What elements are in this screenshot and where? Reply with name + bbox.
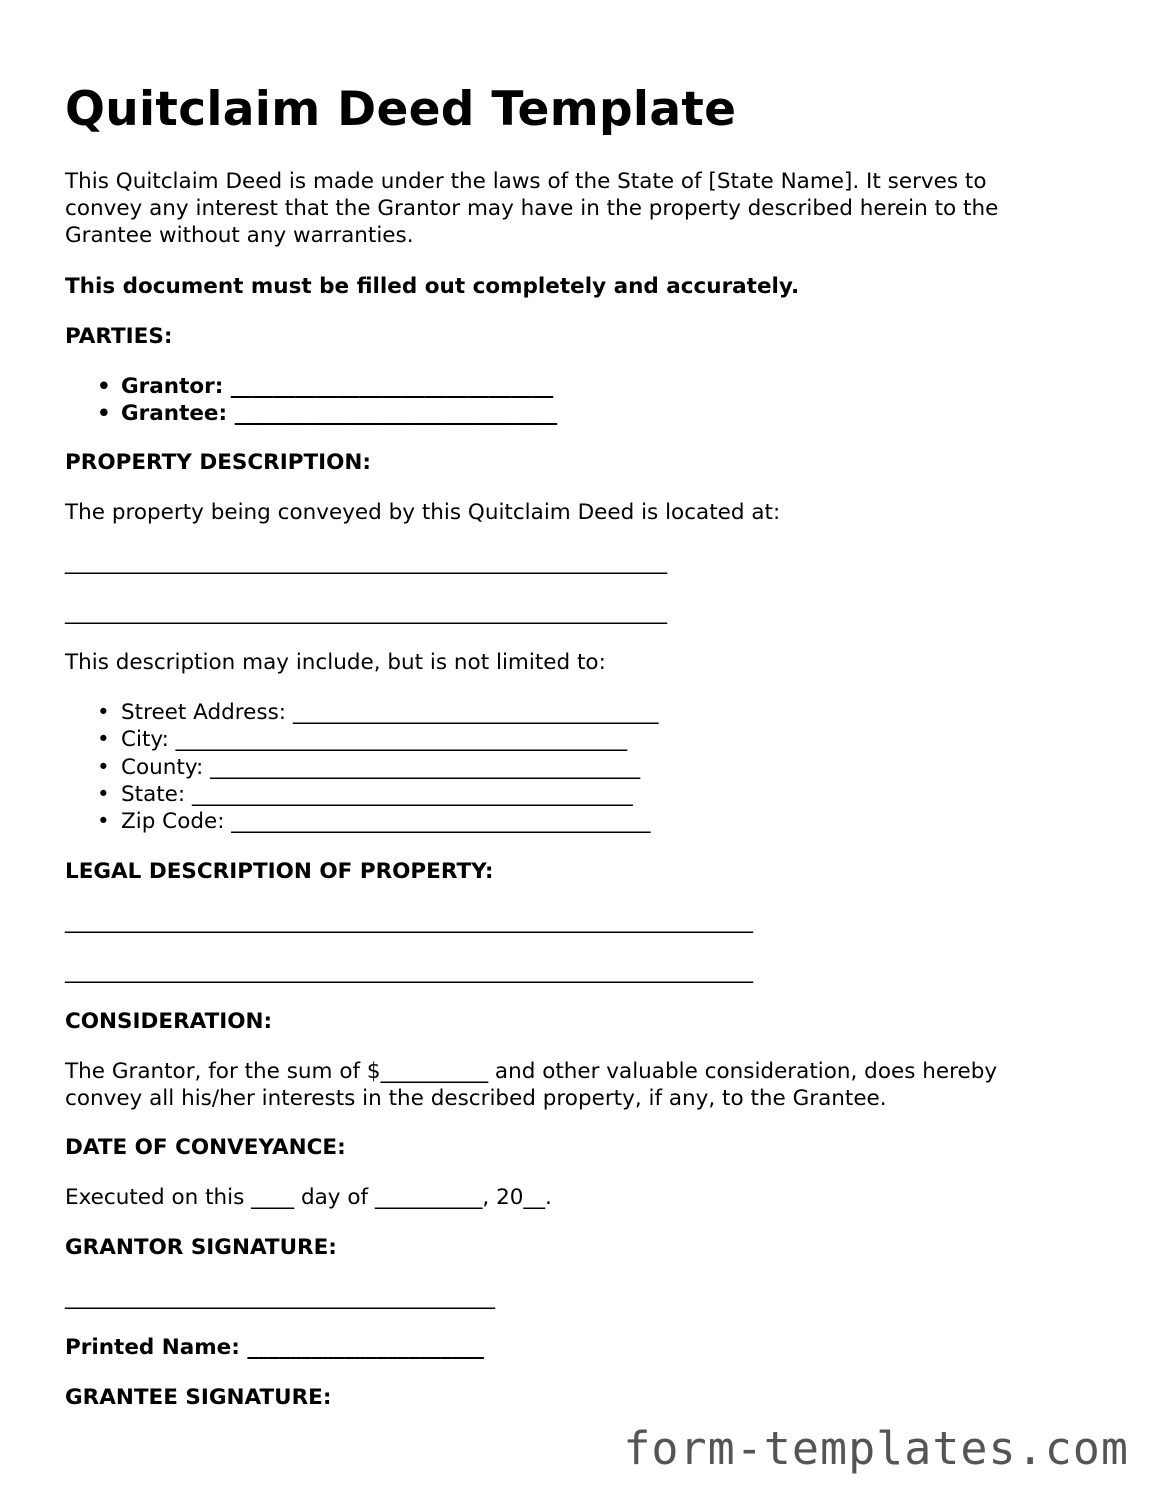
city-field[interactable]: • City: __________________________________________	[65, 726, 658, 753]
state-field[interactable]: • State: _________________________________________	[65, 781, 658, 808]
intro-line-3: Grantee without any warranties.	[65, 223, 414, 248]
legal-heading: LEGAL DESCRIPTION OF PROPERTY:	[65, 859, 494, 884]
watermark-text: form-templates.com	[623, 1422, 1129, 1475]
property-include-text: This description may include, but is not limited to:	[65, 650, 606, 675]
grantor-field[interactable]: • Grantor: ______________________________	[65, 373, 557, 400]
notice-text: This document must be filled out completely and accurately.	[65, 274, 800, 299]
date-text[interactable]: Executed on this ____ day of __________, 20__.	[65, 1185, 552, 1210]
date-heading: DATE OF CONVEYANCE:	[65, 1135, 346, 1160]
property-location-line-2[interactable]: ________________________________________________________	[65, 600, 667, 625]
legal-description-line-1[interactable]: ________________________________________________________________	[65, 909, 753, 934]
consideration-line-2: convey all his/her interests in the described property, if any, to the Grantee.	[65, 1086, 887, 1111]
grantee-signature-heading: GRANTEE SIGNATURE:	[65, 1385, 332, 1410]
grantor-signature-heading: GRANTOR SIGNATURE:	[65, 1235, 337, 1260]
consideration-heading: CONSIDERATION:	[65, 1009, 273, 1034]
legal-description-line-2[interactable]: ________________________________________________________________	[65, 959, 753, 984]
zip-code-field[interactable]: • Zip Code: _______________________________________	[65, 808, 658, 835]
parties-list	[65, 373, 557, 428]
property-heading: PROPERTY DESCRIPTION:	[65, 450, 371, 475]
property-text: The property being conveyed by this Quitclaim Deed is located at:	[65, 500, 781, 525]
county-field[interactable]: • County: ________________________________________	[65, 754, 658, 781]
parties-heading: PARTIES:	[65, 324, 173, 349]
grantee-field[interactable]: • Grantee: ______________________________	[65, 400, 557, 427]
intro-line-1: This Quitclaim Deed is made under the laws of the State of [State Name]. It serves to	[65, 169, 987, 194]
grantor-printed-name-field[interactable]: Printed Name: ______________________	[65, 1335, 484, 1360]
street-address-field[interactable]: • Street Address: __________________________________	[65, 699, 658, 726]
consideration-line-1[interactable]: The Grantor, for the sum of $__________ and other valuable consideration, does hereby	[65, 1059, 998, 1084]
document-title: Quitclaim Deed Template	[65, 82, 737, 137]
property-location-line-1[interactable]: ________________________________________________________	[65, 550, 667, 575]
intro-line-2: convey any interest that the Grantor may have in the property described herein to the	[65, 196, 999, 221]
grantor-signature-line[interactable]: ________________________________________	[65, 1285, 495, 1310]
property-details-list	[65, 699, 658, 835]
